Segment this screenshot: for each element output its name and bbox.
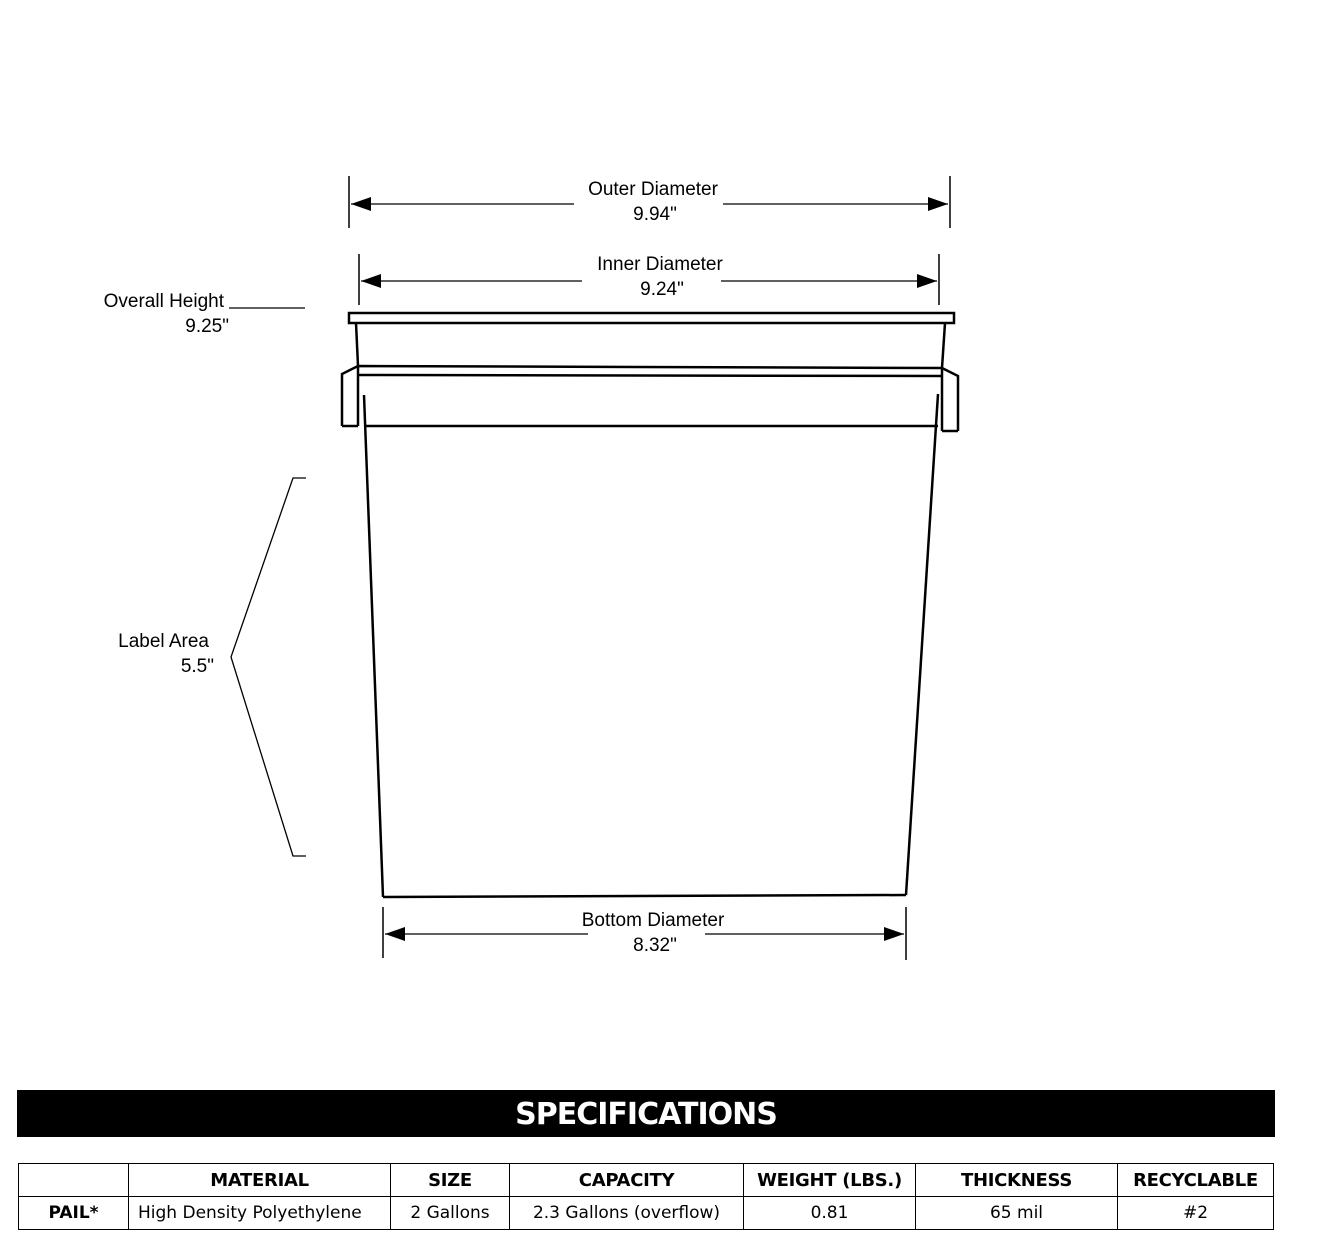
bottom-diameter-label: Bottom Diameter xyxy=(581,910,725,931)
header-weight: WEIGHT (LBS.) xyxy=(744,1164,916,1197)
row-label-pail: PAIL* xyxy=(19,1197,129,1230)
overall-height-label: Overall Height xyxy=(103,291,224,312)
inner-diameter-label: Inner Diameter xyxy=(597,254,723,275)
overall-height-dimension xyxy=(104,291,305,337)
label-area-dimension xyxy=(118,478,306,856)
cell-weight: 0.81 xyxy=(744,1197,916,1230)
cell-size: 2 Gallons xyxy=(391,1197,510,1230)
label-area-value: 5.5" xyxy=(180,656,214,677)
outer-diameter-label: Outer Diameter xyxy=(588,179,718,200)
header-capacity: CAPACITY xyxy=(510,1164,744,1197)
inner-diameter-value: 9.24" xyxy=(640,279,684,300)
header-empty xyxy=(19,1164,129,1197)
label-area-label: Label Area xyxy=(118,631,209,652)
bottom-diameter-dimension xyxy=(383,907,906,960)
outer-diameter-dimension xyxy=(349,176,950,228)
header-recyclable: RECYCLABLE xyxy=(1118,1164,1274,1197)
pail-outline xyxy=(342,313,958,897)
specifications-title: SPECIFICATIONS xyxy=(17,1090,1275,1137)
overall-height-value: 9.25" xyxy=(185,316,229,337)
header-size: SIZE xyxy=(391,1164,510,1197)
cell-recyclable: #2 xyxy=(1118,1197,1274,1230)
bottom-diameter-value: 8.32" xyxy=(633,935,677,956)
cell-thickness: 65 mil xyxy=(916,1197,1118,1230)
specifications-table xyxy=(18,1163,1274,1230)
header-thickness: THICKNESS xyxy=(916,1164,1118,1197)
outer-diameter-value: 9.94" xyxy=(633,204,677,225)
table-header-row xyxy=(19,1164,1274,1197)
inner-diameter-dimension xyxy=(359,254,939,305)
header-material: MATERIAL xyxy=(129,1164,391,1197)
cell-material: High Density Polyethylene xyxy=(129,1197,391,1230)
cell-capacity: 2.3 Gallons (overflow) xyxy=(510,1197,744,1230)
table-row xyxy=(19,1197,1274,1230)
